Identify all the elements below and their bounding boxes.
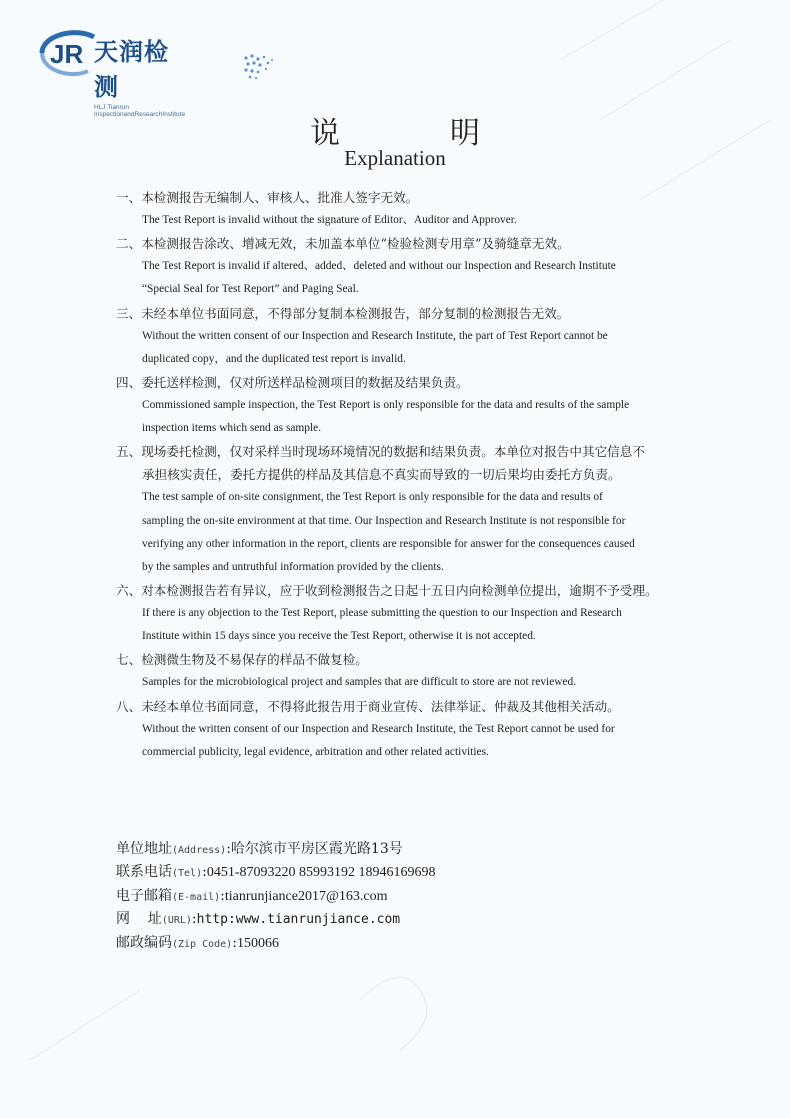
explanation-item-7 xyxy=(116,648,706,694)
logo-dots-icon xyxy=(242,52,282,82)
item-en-line: verifying any other information in the report, clients are responsible for answer for the consequences caused xyxy=(142,537,635,550)
address-label: 单位地址 xyxy=(116,841,172,857)
explanation-item-6 xyxy=(116,579,706,648)
item-en-line: Institute within 15 days since you receive the Test Report, otherwise it is not accepted. xyxy=(142,630,536,643)
contact-tel-row: 联系电话(Tel):0451-87093220 85993192 18946169698 xyxy=(116,864,436,881)
contact-url-row: 网 址(URL):http:www.tianrunjiance.com xyxy=(116,911,401,928)
item-en-line: If there is any objection to the Test Report, please submitting the question to our Inspection and Research xyxy=(142,607,622,620)
explanation-item-5 xyxy=(116,440,706,579)
item-cn-line: 八、未经本单位书面同意，不得将此报告用于商业宣传、法律举证、仲裁及其他相关活动。 xyxy=(116,698,620,714)
item-en-line: “Special Seal for Test Report” and Paging Seal. xyxy=(142,283,359,296)
zip-value: 150066 xyxy=(236,935,279,951)
item-cn-line: 二、本检测报告涂改、增减无效，未加盖本单位“检验检测专用章”及骑缝章无效。 xyxy=(116,236,570,252)
tel-label: 联系电话 xyxy=(116,864,172,881)
item-cn-line: 承担核实责任，委托方提供的样品及其信息不真实而导致的一切后果均由委托方负责。 xyxy=(142,467,621,483)
contact-info xyxy=(116,838,436,955)
item-en-line: The Test Report is invalid if altered、added、deleted and without our Inspection and Research Institute xyxy=(142,260,616,273)
explanation-item-2 xyxy=(116,232,706,301)
address-value: 哈尔滨市平房区霞光路13号 xyxy=(230,841,403,857)
page-title-english: Explanation xyxy=(344,146,446,170)
address-label-en: (Address) xyxy=(172,845,227,856)
contact-email-row: 电子邮箱(E-mail):tianrunjiance2017@163.com xyxy=(116,887,388,904)
company-logo xyxy=(36,22,186,118)
item-cn-line: 七、检测微生物及不易保存的样品不做复检。 xyxy=(116,652,368,668)
explanation-list xyxy=(116,186,706,764)
item-cn-line: 四、委托送样检测，仅对所送样品检测项目的数据及结果负责。 xyxy=(116,374,469,390)
explanation-item-3 xyxy=(116,302,706,371)
item-en-line: The Test Report is invalid without the signature of Editor、Auditor and Approver. xyxy=(142,214,517,226)
item-en-line: commercial publicity, legal evidence, arbitration and other related activities. xyxy=(142,745,489,758)
item-cn-line: 五、现场委托检测，仅对采样当时现场环境情况的数据和结果负责。本单位对报告中其它信息不 xyxy=(116,444,645,460)
item-en-line: The test sample of on-site consignment, the Test Report is only responsible for the data and results of xyxy=(142,491,603,504)
tel-value: 0451-87093220 85993192 18946169698 xyxy=(206,865,436,881)
item-en-line: by the samples and untruthful information provided by the clients. xyxy=(142,560,444,573)
email-label: 电子邮箱 xyxy=(116,887,172,904)
item-en-line: Samples for the microbiological project and samples that are difficult to store are not reviewed. xyxy=(142,676,577,689)
item-en-line: Commissioned sample inspection, the Test Report is only responsible for the data and results of the sample xyxy=(142,398,630,411)
item-en-line: Without the written consent of our Inspection and Research Institute, the part of Test Report cannot be xyxy=(142,329,608,342)
url-value[interactable]: http:www.tianrunjiance.com xyxy=(196,912,401,928)
explanation-item-8 xyxy=(116,695,706,764)
zip-label-en: (Zip Code) xyxy=(172,938,233,950)
item-cn-line: 一、本检测报告无编制人、审核人、批准人签字无效。 xyxy=(116,190,419,205)
tel-label-en: (Tel) xyxy=(172,868,203,880)
contact-zip-row: 邮政编码(Zip Code):150066 xyxy=(116,934,279,951)
url-label-en: (URL) xyxy=(161,915,192,927)
url-label: 网 址 xyxy=(116,911,162,928)
page-title-chinese: 说明 xyxy=(310,116,590,151)
item-cn-line: 六、对本检测报告若有异议，应于收到检测报告之日起十五日内向检测单位提出，逾期不予受理。 xyxy=(116,583,658,599)
item-en-line: Without the written consent of our Inspection and Research Institute, the Test Report cannot be used for xyxy=(142,722,615,735)
email-label-en: (E-mail) xyxy=(172,891,221,903)
explanation-item-4 xyxy=(116,371,706,440)
zip-label: 邮政编码 xyxy=(116,934,172,951)
item-en-line: sampling the on-site environment at that time. Our Inspection and Research Institute is not responsible for xyxy=(142,514,626,527)
item-cn-line: 三、未经本单位书面同意，不得部分复制本检测报告，部分复制的检测报告无效。 xyxy=(116,305,570,321)
logo-chinese-name: 天润检测 xyxy=(94,38,169,101)
email-value[interactable]: tianrunjiance2017@163.com xyxy=(224,888,388,904)
logo-english-name: HLJ Tianrun InspectionandResearchInstitute xyxy=(94,104,186,118)
item-en-line: inspection items which send as sample. xyxy=(142,422,322,435)
explanation-item-1 xyxy=(116,186,706,232)
item-en-line: duplicated copy，and the duplicated test report is invalid. xyxy=(142,352,406,365)
svg-text:JR: JR xyxy=(50,39,84,69)
contact-address-row: 单位地址(Address):哈尔滨市平房区霞光路13号 xyxy=(116,841,403,857)
